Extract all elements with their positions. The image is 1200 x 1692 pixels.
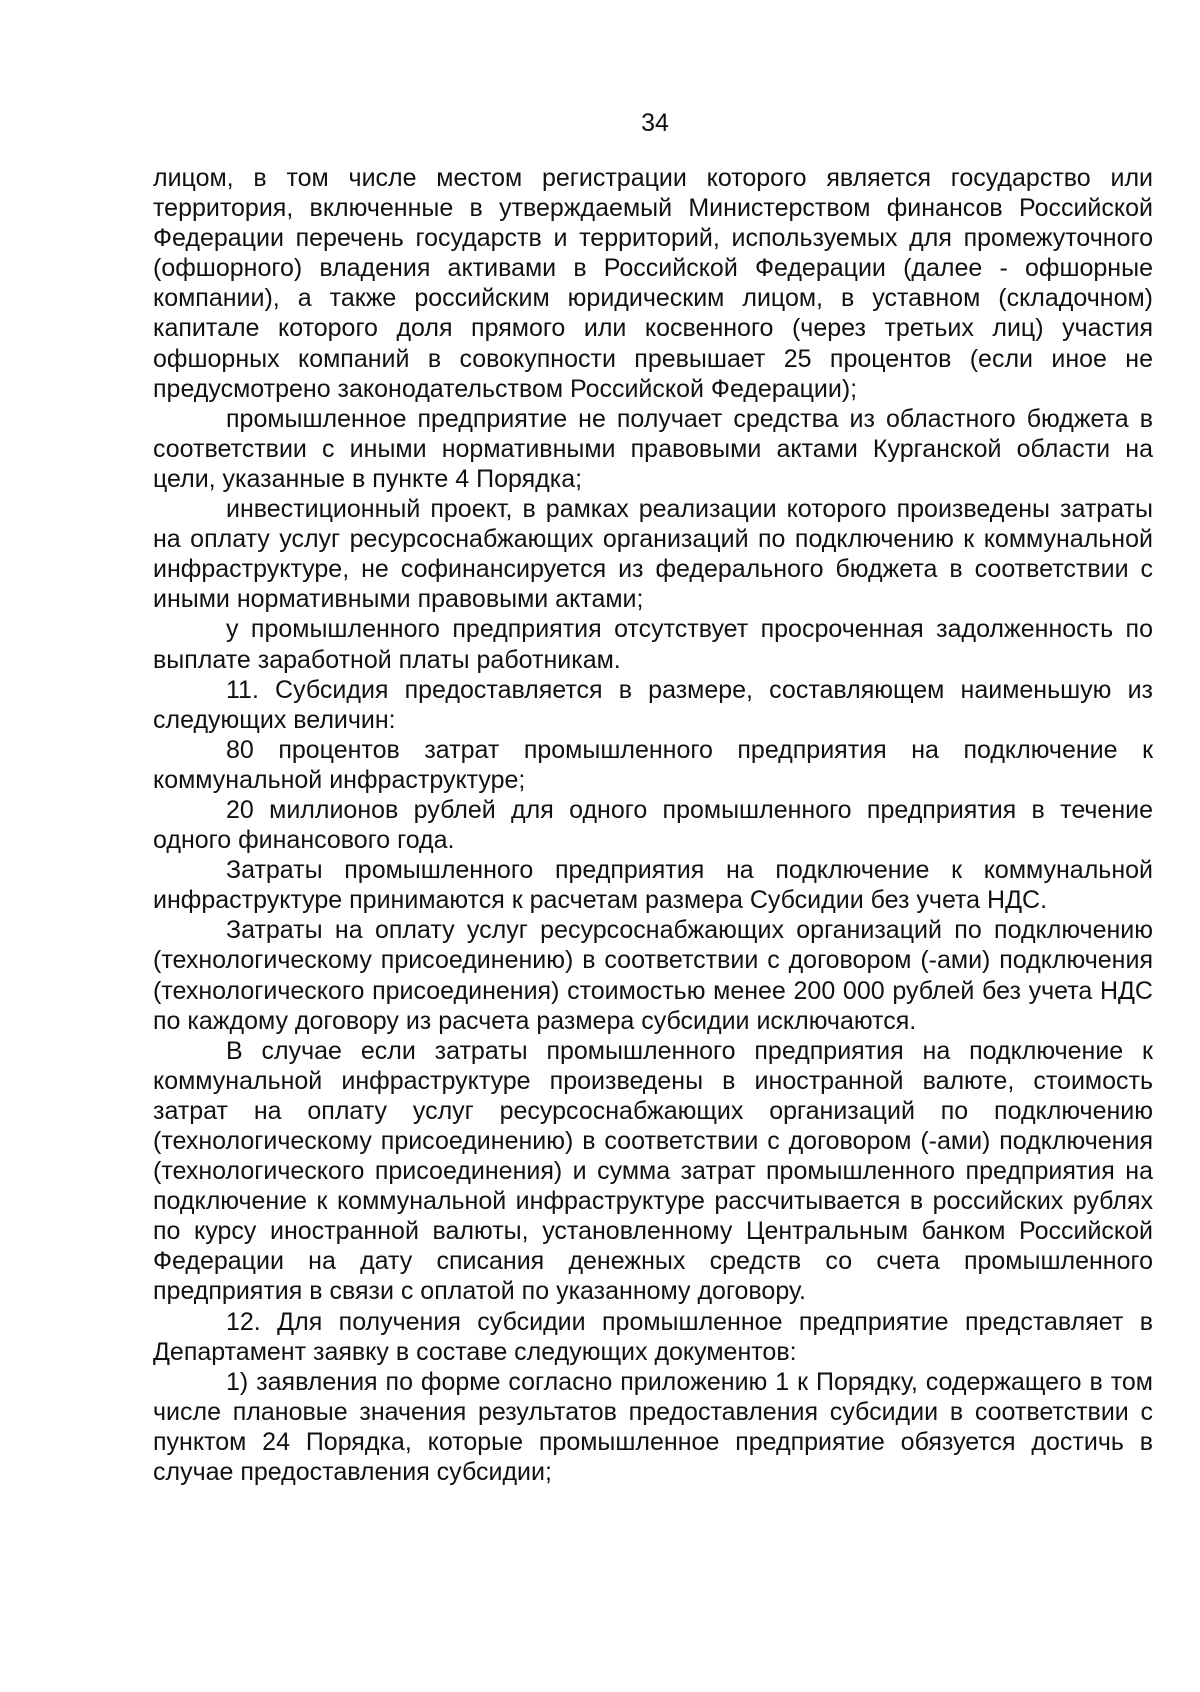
paragraph-wage-arrears: у промышленного предприятия отсутствует просроченная задолженность по выплате заработной платы работникам.	[153, 615, 1153, 674]
paragraph-item-11: 11. Субсидия предоставляется в размере, составляющем наименьшую из следующих величин:	[153, 675, 1153, 734]
document-body	[153, 163, 1153, 1487]
paragraph-200000-threshold: Затраты на оплату услуг ресурсоснабжающих организаций по подключению (технологическому присоединению) в соответствии с договором (-ами) подключения (технологического присоединения) стоимостью менее 200 000 рублей без учета НДС по каждому договору из расчета размера субсидии исключаются.	[153, 916, 1153, 1035]
paragraph-item-12-1: 1) заявления по форме согласно приложению 1 к Порядку, содержащего в том числе плановые значения результатов предоставления субсидии в соответствии с пунктом 24 Порядка, которые промышленное предприятие обязуется достичь в случае предоставления субсидии;	[153, 1367, 1153, 1487]
page-number: 34	[641, 109, 669, 137]
paragraph-investment-project: инвестиционный проект, в рамках реализации которого произведены затраты на оплату услуг ресурсоснабжающих организаций по подключению к коммунальной инфраструктуре, не софинансируется из федерального бюджета в соответствии с иными нормативными правовыми актами;	[153, 495, 1153, 614]
paragraph-offshore-continuation: лицом, в том числе местом регистрации которого является государство или территория, включенные в утверждаемый Министерством финансов Российской Федерации перечень государств и территорий, используемых для промежуточного (офшорного) владения активами в Российской Федерации (далее - офшорные компании), а также российским юридическим лицом, в уставном (складочном) капитале которого доля прямого или косвенного (через третьих лиц) участия офшорных компаний в совокупности превышает 25 процентов (если иное не предусмотрено законодательством Российской Федерации);	[153, 164, 1153, 403]
paragraph-80-percent: 80 процентов затрат промышленного предприятия на подключение к коммунальной инфраструктуре;	[153, 735, 1153, 794]
paragraph-foreign-currency: В случае если затраты промышленного предприятия на подключение к коммунальной инфраструктуре произведены в иностранной валюте, стоимость затрат на оплату услуг ресурсоснабжающих организаций по подключению (технологическому присоединению) в соответствии с договором (-ами) подключения (технологического присоединения) и сумма затрат промышленного предприятия на подключение к коммунальной инфраструктуре рассчитывается в российских рублях по курсу иностранной валюты, установленному Центральным банком Российской Федерации на дату списания денежных средств со счета промышленного предприятия в связи с оплатой по указанному договору.	[153, 1036, 1153, 1306]
paragraph-20-million: 20 миллионов рублей для одного промышленного предприятия в течение одного финансового года.	[153, 795, 1153, 855]
paragraph-regional-budget: промышленное предприятие не получает средства из областного бюджета в соответствии с иными нормативными правовыми актами Курганской области на цели, указанные в пункте 4 Порядка;	[153, 404, 1153, 493]
paragraph-vat: Затраты промышленного предприятия на подключение к коммунальной инфраструктуре принимаются к расчетам размера Субсидии без учета НДС.	[153, 856, 1153, 915]
paragraph-item-12: 12. Для получения субсидии промышленное предприятие представляет в Департамент заявку в составе следующих документов:	[153, 1307, 1153, 1366]
